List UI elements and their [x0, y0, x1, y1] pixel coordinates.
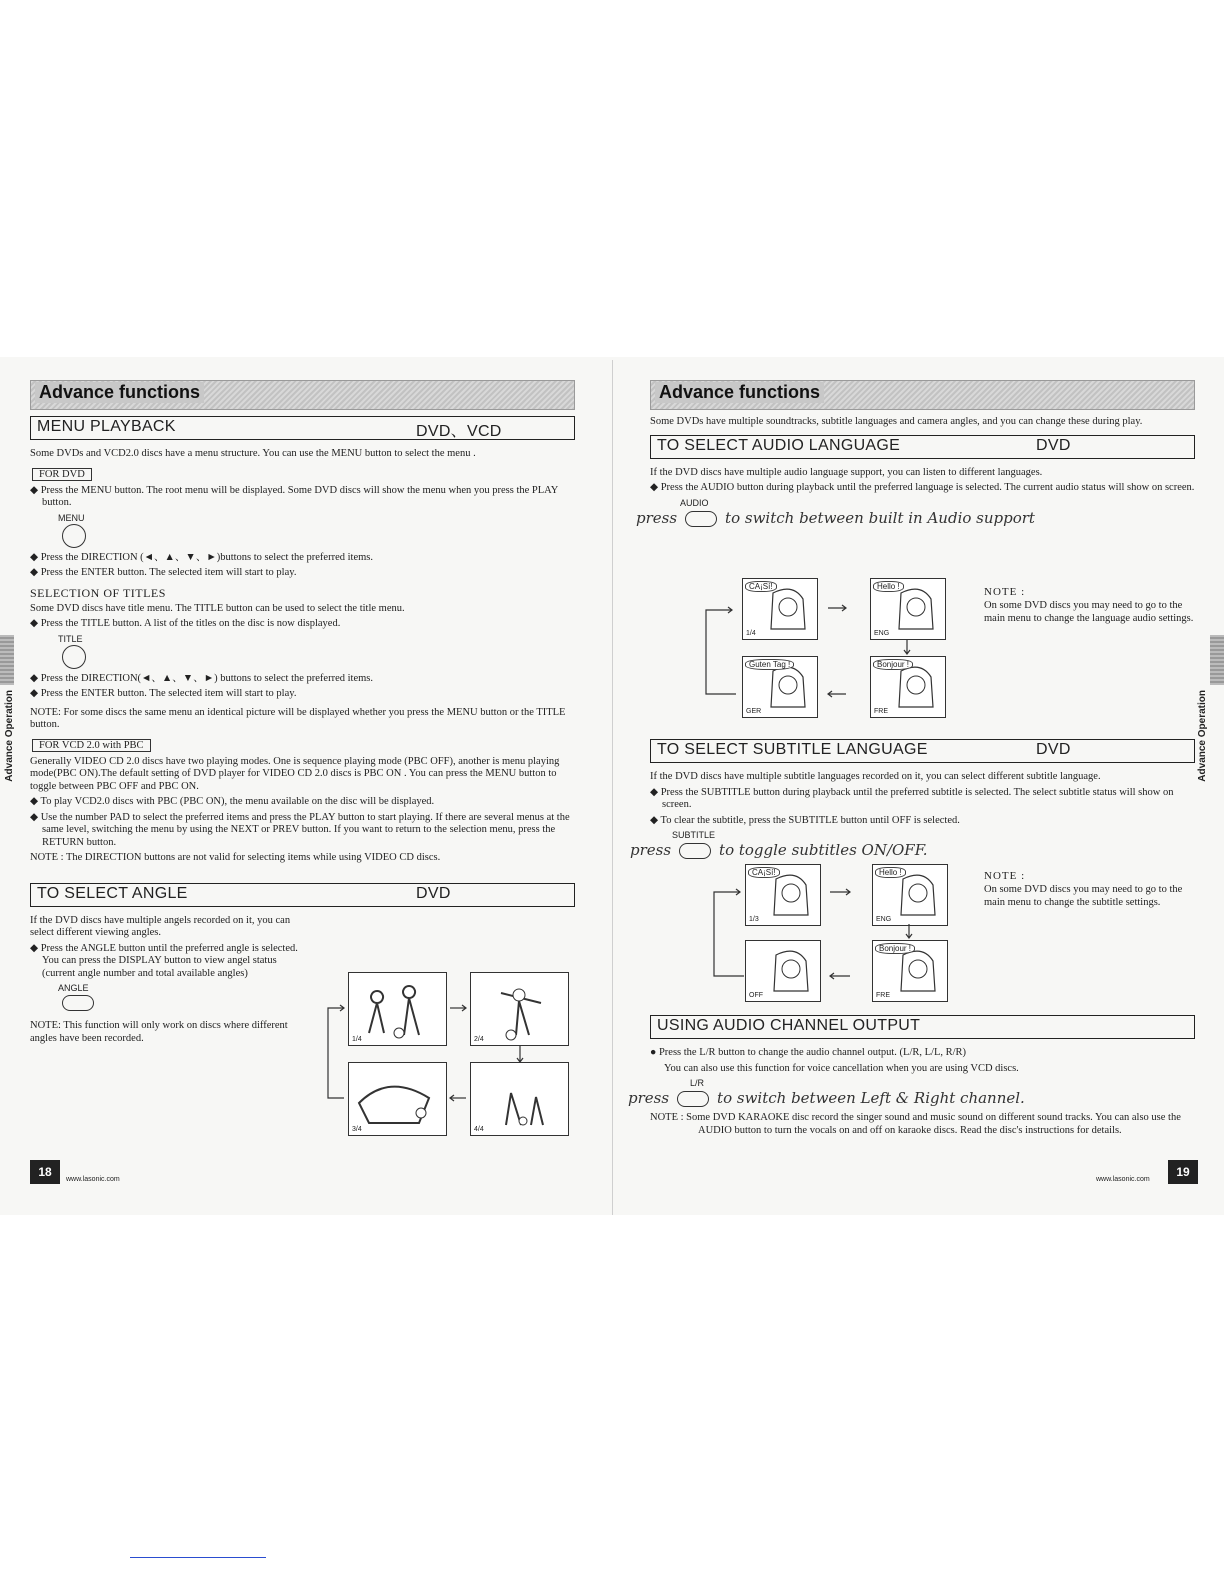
angle-thumb-4: 4/4 — [470, 1062, 569, 1136]
url-right: www.lasonic.com — [1096, 1176, 1150, 1183]
menu-intro: Some DVDs and VCD2.0 discs have a menu structure. You can use the MENU button to select the menu . — [30, 448, 476, 459]
audio-button-label: AUDIO — [680, 497, 709, 508]
right-side-label: Advance Operation — [1197, 690, 1208, 782]
audio-button-icon — [685, 511, 717, 527]
left-banner: Advance functions — [30, 380, 575, 410]
channel-handwritten-note: to switch between Left & Right channel. — [717, 1089, 1025, 1107]
channel-p2: You can also use this function for voice cancellation when you are using VCD discs. — [664, 1062, 1019, 1074]
subtitle-thumb-3: OFF — [745, 940, 821, 1002]
angle-thumb-2: 2/4 — [470, 972, 569, 1046]
audio-handwritten-note: to switch between built in Audio support — [725, 508, 1035, 527]
angle-p2: ◆ Press the ANGLE button until the preferred angle is selected. You can press the DISPLAY button to view angel status (current angle number and total available angles) — [30, 942, 298, 979]
angle-thumb-3: 3/4 — [348, 1062, 447, 1136]
titles-intro: Some DVD discs have title menu. The TITLE button can be used to select the title menu. — [30, 602, 405, 614]
subtitle-handwritten-row: press to toggle subtitles ON/OFF. — [630, 841, 928, 859]
right-edge-tab — [1210, 635, 1224, 685]
right-intro: Some DVDs have multiple soundtracks, subtitle languages and camera angles, and you can change these during play. — [650, 416, 1143, 427]
angle-header: TO SELECT ANGLE DVD — [30, 883, 575, 907]
channel-note: NOTE : Some DVD KARAOKE disc record the singer sound and music sound on different sound tracks. You can also use the AUDIO button to turn the vocals on and off on karaoke discs. Read the disc's instructions for details. — [650, 1112, 1181, 1136]
vcd-note: NOTE : The DIRECTION buttons are not valid for selecting items while using VIDEO CD discs. — [30, 852, 441, 863]
blue-underline-mark — [130, 1557, 266, 1558]
subtitle-note: NOTE : On some DVD discs you may need to go to the main menu to change the subtitle settings. — [984, 870, 1183, 908]
right-page — [636, 380, 1195, 528]
audio-thumb-4: Bonjour ! FRE — [870, 656, 946, 718]
selection-titles-heading: SELECTION OF TITLES — [30, 585, 166, 600]
subtitle-thumb-4: Bonjour ! FRE — [872, 940, 948, 1002]
menu-playback-header: MENU PLAYBACK DVD、VCD — [30, 416, 575, 440]
subtitle-button-label: SUBTITLE — [672, 830, 716, 840]
audio-note: NOTE : On some DVD discs you may need to go to the main menu to change the language audio settings. — [984, 586, 1194, 624]
url-left: www.lasonic.com — [66, 1176, 120, 1183]
audio-p2: ◆ Press the AUDIO button during playback until the preferred language is selected. The current audio status will show on screen. — [650, 482, 1195, 493]
channel-p1: ● Press the L/R button to change the audio channel output. (L/R, L/L, R/R) — [650, 1047, 967, 1058]
channel-section — [628, 1009, 1195, 1140]
channel-header: USING AUDIO CHANNEL OUTPUT — [650, 1015, 1195, 1039]
menu-bullet-1: ◆ Press the MENU button. The root menu will be displayed. Some DVD discs will show the menu when you press the PLAY button. — [30, 484, 558, 508]
for-vcd-tag: FOR VCD 2.0 with PBC — [32, 739, 151, 752]
for-dvd-tag: FOR DVD — [32, 468, 92, 481]
left-side-label: Advance Operation — [4, 690, 15, 782]
audio-handwritten-row: press to switch between built in Audio support — [636, 508, 1035, 527]
menu-bullet-8: ◆ Use the number PAD to select the preferred items and press the PLAY button to start playing. If there are several menus at the same level, switching the menu by using the NEXT or PREV button. If you want to return to the selection menu, press the RETURN button. — [30, 811, 570, 848]
page-number-right: 19 — [1168, 1160, 1198, 1184]
title-button-label: TITLE — [58, 633, 83, 644]
audio-thumb-1: CA¡Sí! 1/4 — [742, 578, 818, 640]
lr-button-label: L/R — [690, 1078, 705, 1088]
angle-button-label: ANGLE — [58, 983, 89, 993]
subtitle-p3: ◆ To clear the subtitle, press the SUBTITLE button until OFF is selected. — [650, 814, 960, 826]
channel-handwritten-row: press to switch between Left & Right channel. — [628, 1089, 1025, 1107]
menu-bullet-5: ◆ Press the DIRECTION(◄、▲、▼、►) buttons to select the preferred items. — [30, 672, 373, 684]
angle-text — [30, 915, 300, 1046]
subtitle-p1: If the DVD discs have multiple subtitle languages recorded on it, you can select different subtitle language. — [650, 771, 1101, 782]
left-edge-tab — [0, 635, 14, 685]
subtitle-thumb-2: Hello ! ENG — [872, 864, 948, 926]
menu-note: NOTE: For some discs the same menu an identical picture will be displayed whether you press the MENU button or the TITLE button. — [30, 706, 566, 730]
page-number-left: 18 — [30, 1160, 60, 1184]
lr-button-icon — [677, 1091, 709, 1107]
angle-button-icon — [62, 995, 94, 1011]
title-button-icon — [62, 645, 86, 669]
angle-flow-arrows — [318, 990, 578, 1120]
subtitle-thumb-1: CA¡Sí! 1/3 — [745, 864, 821, 926]
subtitle-flow-arrows — [700, 874, 960, 1004]
menu-bullet-7: ◆ To play VCD2.0 discs with PBC (PBC ON), the menu available on the disc will be displayed. — [30, 796, 435, 807]
audio-p1: If the DVD discs have multiple audio language support, you can listen to different languages. — [650, 466, 1043, 478]
menu-button-label: MENU — [58, 512, 85, 523]
vcd-intro: Generally VIDEO CD 2.0 discs have two playing modes. One is sequence playing mode (PBC OFF), another is menu playing mode(PBC ON).The default setting of DVD player for VIDEO CD 2.0 discs is PBC ON . You can press the MENU button to toggle between PBC OFF and PBC ON. — [30, 755, 560, 792]
menu-bullet-2: ◆ Press the DIRECTION (◄、▲、▼、►)buttons to select the preferred items. — [30, 551, 373, 563]
angle-thumb-1: 1/4 — [348, 972, 447, 1046]
menu-bullet-4: ◆ Press the TITLE button. A list of the titles on the disc is now displayed. — [30, 618, 341, 629]
menu-bullet-3: ◆ Press the ENTER button. The selected item will start to play. — [30, 567, 297, 578]
audio-thumb-3: Guten Tag ! GER — [742, 656, 818, 718]
subtitle-button-icon — [679, 843, 711, 859]
menu-bullet-6: ◆ Press the ENTER button. The selected item will start to play. — [30, 688, 297, 699]
menu-button-icon — [62, 524, 86, 548]
subtitle-header: TO SELECT SUBTITLE LANGUAGE DVD — [650, 739, 1195, 763]
spine-fold — [612, 360, 613, 1215]
subtitle-handwritten-note: to toggle subtitles ON/OFF. — [719, 841, 928, 859]
subtitle-section — [630, 733, 1195, 860]
audio-thumb-2: Hello ! ENG — [870, 578, 946, 640]
left-page — [30, 380, 575, 1048]
audio-flow-arrows — [696, 590, 956, 720]
angle-note: NOTE: This function will only work on discs where different angles have been recorded. — [30, 1020, 288, 1044]
subtitle-p2: ◆ Press the SUBTITLE button during playback until the preferred subtitle is selected. The select subtitle status will show on screen. — [650, 786, 1174, 810]
right-banner: Advance functions — [650, 380, 1195, 410]
angle-p1: If the DVD discs have multiple angels recorded on it, you can select different viewing angles. — [30, 914, 291, 938]
audio-header: TO SELECT AUDIO LANGUAGE DVD — [650, 435, 1195, 459]
